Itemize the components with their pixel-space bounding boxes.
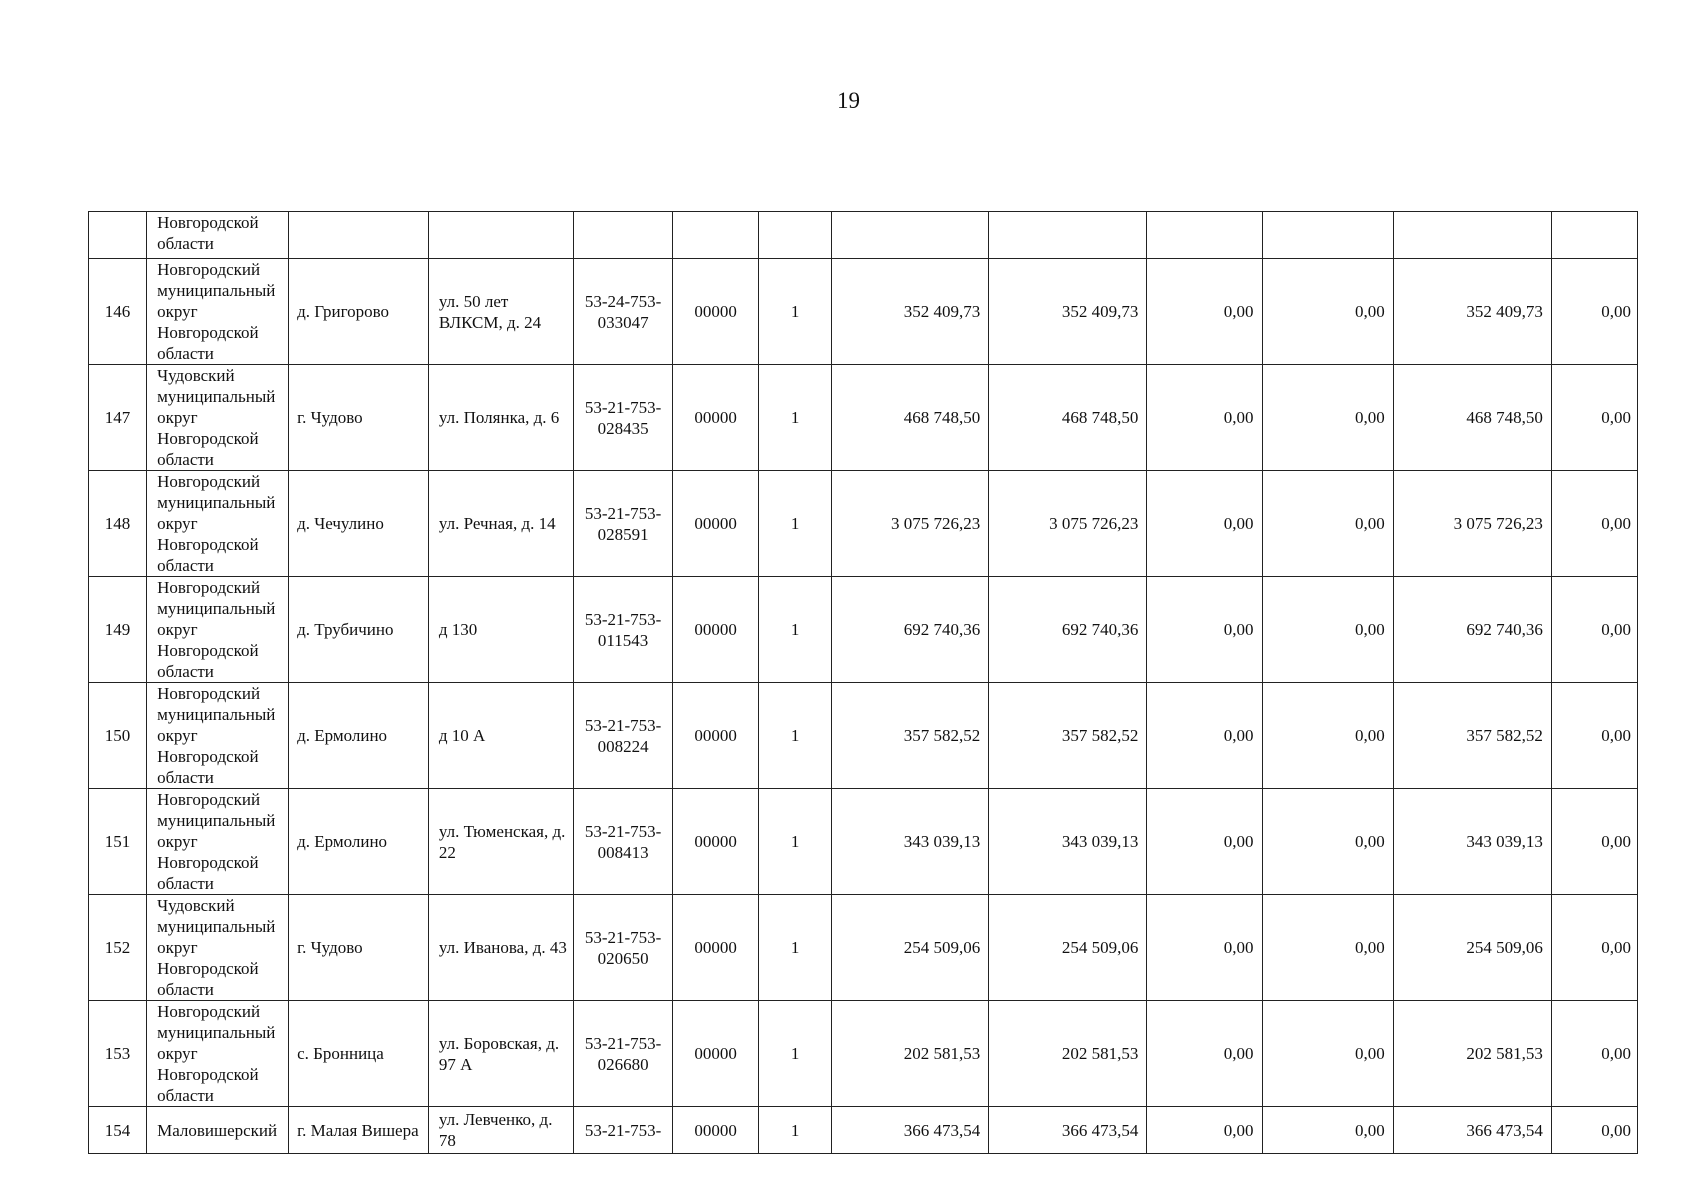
cell-amount-1: 3 075 726,23 [832, 471, 989, 577]
cell-amount-3: 0,00 [1147, 471, 1262, 577]
cell-amount-3: 0,00 [1147, 789, 1262, 895]
register-table [88, 211, 1638, 1154]
cell-number: 154 [89, 1107, 147, 1154]
cell-amount-3: 0,00 [1147, 259, 1262, 365]
cell-locality: д. Трубичино [289, 577, 429, 683]
cell-amount-5: 692 740,36 [1393, 577, 1551, 683]
cell-count: 1 [759, 1001, 832, 1107]
cell-municipality: Новгородский муниципальный округ Новгородской области [147, 1001, 289, 1107]
cell-locality: д. Ермолино [289, 683, 429, 789]
cell-municipality: Чудовский муниципальный округ Новгородской области [147, 365, 289, 471]
cell-address: ул. Боровская, д. 97 А [428, 1001, 573, 1107]
cell-zeros: 00000 [673, 683, 759, 789]
cell-amount-1: 357 582,52 [832, 683, 989, 789]
cell-amount-3: 0,00 [1147, 1001, 1262, 1107]
cell-amount-6: 0,00 [1551, 789, 1637, 895]
cell-amount-6: 0,00 [1551, 895, 1637, 1001]
cell-amount-4: 0,00 [1262, 1001, 1393, 1107]
cell-amount-2: 692 740,36 [989, 577, 1147, 683]
cell-number: 152 [89, 895, 147, 1001]
cell-amount-1: 343 039,13 [832, 789, 989, 895]
cell-zeros: 00000 [673, 895, 759, 1001]
cell-code: 53-21-753-011543 [574, 577, 673, 683]
table-row [89, 1107, 1638, 1154]
cell-zeros: 00000 [673, 1107, 759, 1154]
cell-code: 53-21-753-028435 [574, 365, 673, 471]
register-table-wrapper [88, 211, 1638, 1154]
cell-amount-3 [1147, 212, 1262, 259]
cell-amount-4: 0,00 [1262, 577, 1393, 683]
cell-amount-2: 468 748,50 [989, 365, 1147, 471]
cell-amount-6: 0,00 [1551, 1001, 1637, 1107]
cell-address: ул. Речная, д. 14 [428, 471, 573, 577]
cell-count: 1 [759, 1107, 832, 1154]
cell-locality: д. Чечулино [289, 471, 429, 577]
cell-count [759, 212, 832, 259]
cell-code: 53-21-753- [574, 1107, 673, 1154]
cell-amount-1: 202 581,53 [832, 1001, 989, 1107]
cell-amount-2: 357 582,52 [989, 683, 1147, 789]
cell-number: 150 [89, 683, 147, 789]
cell-amount-4: 0,00 [1262, 789, 1393, 895]
table-row [89, 471, 1638, 577]
cell-amount-5: 357 582,52 [1393, 683, 1551, 789]
cell-amount-3: 0,00 [1147, 577, 1262, 683]
cell-municipality: Новгородской области [147, 212, 289, 259]
cell-amount-2: 366 473,54 [989, 1107, 1147, 1154]
cell-municipality: Новгородский муниципальный округ Новгородской области [147, 471, 289, 577]
cell-municipality: Новгородский муниципальный округ Новгородской области [147, 577, 289, 683]
cell-amount-2 [989, 212, 1147, 259]
cell-address: ул. Тюменская, д. 22 [428, 789, 573, 895]
cell-locality: д. Ермолино [289, 789, 429, 895]
cell-amount-1 [832, 212, 989, 259]
cell-amount-4: 0,00 [1262, 1107, 1393, 1154]
cell-amount-6: 0,00 [1551, 683, 1637, 789]
cell-number: 153 [89, 1001, 147, 1107]
cell-amount-6: 0,00 [1551, 471, 1637, 577]
cell-amount-4 [1262, 212, 1393, 259]
cell-locality: г. Чудово [289, 895, 429, 1001]
cell-amount-6: 0,00 [1551, 1107, 1637, 1154]
cell-number: 146 [89, 259, 147, 365]
cell-amount-5: 468 748,50 [1393, 365, 1551, 471]
cell-locality [289, 212, 429, 259]
cell-address: д 130 [428, 577, 573, 683]
cell-amount-4: 0,00 [1262, 471, 1393, 577]
cell-amount-5 [1393, 212, 1551, 259]
cell-number: 151 [89, 789, 147, 895]
cell-address: ул. 50 лет ВЛКСМ, д. 24 [428, 259, 573, 365]
table-row [89, 1001, 1638, 1107]
cell-code: 53-21-753-026680 [574, 1001, 673, 1107]
cell-locality: г. Чудово [289, 365, 429, 471]
table-row [89, 789, 1638, 895]
cell-municipality: Новгородский муниципальный округ Новгородской области [147, 789, 289, 895]
cell-amount-3: 0,00 [1147, 895, 1262, 1001]
cell-amount-1: 366 473,54 [832, 1107, 989, 1154]
table-row [89, 895, 1638, 1001]
cell-amount-2: 202 581,53 [989, 1001, 1147, 1107]
cell-amount-5: 3 075 726,23 [1393, 471, 1551, 577]
cell-amount-4: 0,00 [1262, 895, 1393, 1001]
cell-amount-5: 366 473,54 [1393, 1107, 1551, 1154]
page-number: 19 [837, 88, 860, 113]
cell-amount-6: 0,00 [1551, 259, 1637, 365]
cell-zeros: 00000 [673, 789, 759, 895]
cell-address: д 10 А [428, 683, 573, 789]
cell-amount-4: 0,00 [1262, 365, 1393, 471]
cell-zeros: 00000 [673, 1001, 759, 1107]
cell-code: 53-21-753-028591 [574, 471, 673, 577]
cell-address: ул. Иванова, д. 43 [428, 895, 573, 1001]
cell-number: 148 [89, 471, 147, 577]
cell-locality: с. Бронница [289, 1001, 429, 1107]
cell-amount-5: 352 409,73 [1393, 259, 1551, 365]
cell-address [428, 212, 573, 259]
cell-code: 53-21-753-008413 [574, 789, 673, 895]
cell-amount-1: 692 740,36 [832, 577, 989, 683]
table-row-continuation [89, 212, 1638, 259]
cell-number: 147 [89, 365, 147, 471]
cell-zeros: 00000 [673, 577, 759, 683]
cell-count: 1 [759, 259, 832, 365]
cell-count: 1 [759, 895, 832, 1001]
cell-amount-5: 343 039,13 [1393, 789, 1551, 895]
cell-zeros: 00000 [673, 471, 759, 577]
cell-amount-3: 0,00 [1147, 365, 1262, 471]
table-row [89, 259, 1638, 365]
cell-amount-5: 202 581,53 [1393, 1001, 1551, 1107]
table-row [89, 365, 1638, 471]
cell-code: 53-21-753-020650 [574, 895, 673, 1001]
cell-locality: г. Малая Вишера [289, 1107, 429, 1154]
cell-amount-2: 254 509,06 [989, 895, 1147, 1001]
cell-count: 1 [759, 471, 832, 577]
cell-count: 1 [759, 365, 832, 471]
table-body [89, 212, 1638, 1154]
cell-municipality: Маловишерский [147, 1107, 289, 1154]
cell-number: 149 [89, 577, 147, 683]
cell-amount-6: 0,00 [1551, 577, 1637, 683]
cell-amount-2: 3 075 726,23 [989, 471, 1147, 577]
cell-amount-2: 343 039,13 [989, 789, 1147, 895]
cell-amount-1: 352 409,73 [832, 259, 989, 365]
cell-municipality: Новгородский муниципальный округ Новгородской области [147, 683, 289, 789]
cell-code: 53-21-753-008224 [574, 683, 673, 789]
cell-amount-1: 468 748,50 [832, 365, 989, 471]
cell-amount-6: 0,00 [1551, 365, 1637, 471]
cell-amount-2: 352 409,73 [989, 259, 1147, 365]
table-row [89, 683, 1638, 789]
cell-count: 1 [759, 789, 832, 895]
cell-amount-5: 254 509,06 [1393, 895, 1551, 1001]
cell-amount-4: 0,00 [1262, 683, 1393, 789]
cell-code: 53-24-753-033047 [574, 259, 673, 365]
cell-amount-3: 0,00 [1147, 683, 1262, 789]
cell-code [574, 212, 673, 259]
cell-zeros: 00000 [673, 259, 759, 365]
cell-count: 1 [759, 683, 832, 789]
cell-municipality: Новгородский муниципальный округ Новгородской области [147, 259, 289, 365]
cell-amount-6 [1551, 212, 1637, 259]
cell-address: ул. Полянка, д. 6 [428, 365, 573, 471]
cell-amount-3: 0,00 [1147, 1107, 1262, 1154]
table-row [89, 577, 1638, 683]
cell-zeros [673, 212, 759, 259]
cell-municipality: Чудовский муниципальный округ Новгородской области [147, 895, 289, 1001]
cell-count: 1 [759, 577, 832, 683]
cell-zeros: 00000 [673, 365, 759, 471]
cell-amount-1: 254 509,06 [832, 895, 989, 1001]
cell-address: ул. Левченко, д. 78 [428, 1107, 573, 1154]
cell-amount-4: 0,00 [1262, 259, 1393, 365]
cell-number [89, 212, 147, 259]
cell-locality: д. Григорово [289, 259, 429, 365]
